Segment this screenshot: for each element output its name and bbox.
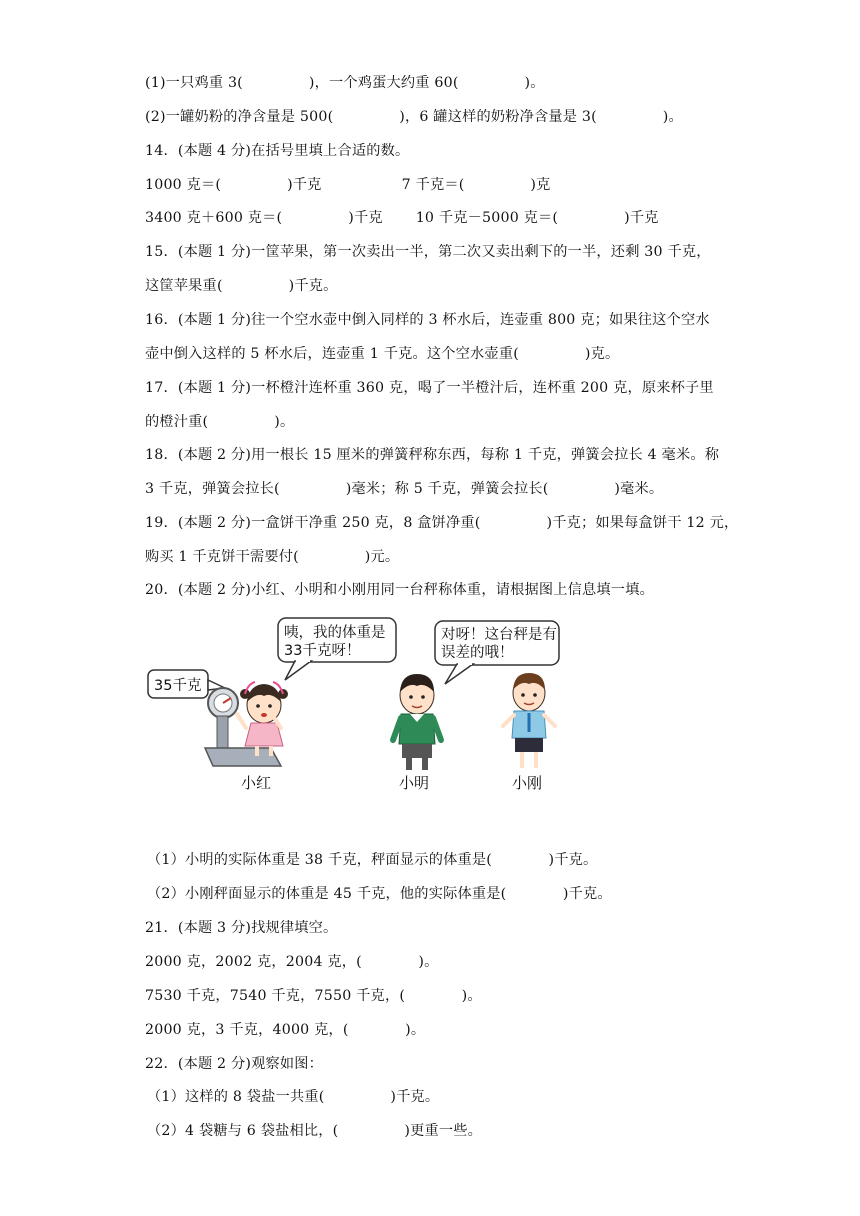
name-label-xiaogang: 小刚 [512, 774, 543, 792]
q17-line1: 17．(本题 1 分)一杯橙汁连杯重 360 克，喝了一半橙汁后，连杯重 200 克，原来杯子里 [145, 380, 714, 396]
q22-part2: （2）4 袋糖与 6 袋盐相比，( )更重一些。 [147, 1123, 483, 1139]
q16-line2: 壶中倒入这样的 5 杯水后，连壶重 1 千克。这个空水壶重( )克。 [145, 346, 620, 362]
q15-line2: 这筐苹果重( )千克。 [145, 278, 338, 294]
name-label-xiaoming: 小明 [399, 774, 430, 792]
q21-row3: 2000 克，3 千克，4000 克，( )。 [145, 1022, 426, 1038]
bubble-left-line1: 咦，我的体重是 [284, 625, 386, 641]
q20-illustration [145, 610, 585, 800]
q13-part2: (2)一罐奶粉的净含量是 500( )，6 罐这样的奶粉净含量是 3( )。 [145, 109, 683, 125]
q20-title: 20．(本题 2 分)小红、小明和小刚用同一台秤称体重，请根据图上信息填一填。 [145, 582, 654, 598]
q21-row2: 7530 千克，7540 千克，7550 千克，( )。 [145, 988, 482, 1004]
bubble-right-line2: 误差的哦！ [441, 645, 514, 661]
boy-xiaogang [503, 673, 555, 768]
speech-bubble-right [435, 621, 559, 684]
q20-part2: （2）小刚秤面显示的体重是 45 千克，他的实际体重是( )千克。 [147, 886, 612, 902]
q17-line2: 的橙汁重( )。 [145, 414, 295, 430]
q14-row2: 3400 克＋600 克＝( )千克 10 千克－5000 克＝( )千克 [145, 210, 659, 226]
q22-part1: （1）这样的 8 袋盐一共重( )千克。 [147, 1089, 440, 1105]
q16-line1: 16．(本题 1 分)往一个空水壶中倒入同样的 3 杯水后，连壶重 800 克；如果往这个空水 [145, 312, 710, 328]
name-label-xiaohong: 小红 [241, 774, 272, 792]
q20-figure [145, 610, 585, 800]
q19-line2: 购买 1 千克饼干需要付( )元。 [145, 549, 400, 565]
q19-line1: 19．(本题 2 分)一盒饼干净重 250 克，8 盒饼净重( )千克；如果每盒饼干 12 元， [145, 515, 739, 531]
q21-row1: 2000 克，2002 克，2004 克，( )。 [145, 954, 439, 970]
q13-part1: (1)一只鸡重 3( )，一个鸡蛋大约重 60( )。 [145, 75, 545, 91]
scale-tag-text: 35千克 [154, 678, 202, 694]
bubble-left-line2: 33千克呀！ [284, 643, 361, 659]
q21-title: 21．(本题 3 分)找规律填空。 [145, 920, 338, 936]
q18-line2: 3 千克，弹簧会拉长( )毫米；称 5 千克，弹簧会拉长( )毫米。 [145, 481, 664, 497]
girl-xiaohong [237, 682, 288, 756]
bubble-right-line1: 对呀！这台秤是有 [441, 627, 557, 643]
speech-bubble-left [278, 618, 396, 680]
q14-title: 14．(本题 4 分)在括号里填上合适的数。 [145, 143, 410, 159]
boy-xiaoming [393, 674, 441, 770]
q15-line1: 15．(本题 1 分)一筐苹果，第一次卖出一半，第二次又卖出剩下的一半，还剩 30 千克， [145, 244, 711, 260]
q18-line1: 18．(本题 2 分)用一根长 15 厘米的弹簧秤称东西，每称 1 千克，弹簧会拉长 4 毫米。称 [145, 447, 720, 463]
q22-title: 22．(本题 2 分)观察如图： [145, 1056, 324, 1072]
q20-part1: （1）小明的实际体重是 38 千克，秤面显示的体重是( )千克。 [147, 852, 598, 868]
q14-row1: 1000 克＝( )千克 7 千克＝( )克 [145, 177, 551, 193]
